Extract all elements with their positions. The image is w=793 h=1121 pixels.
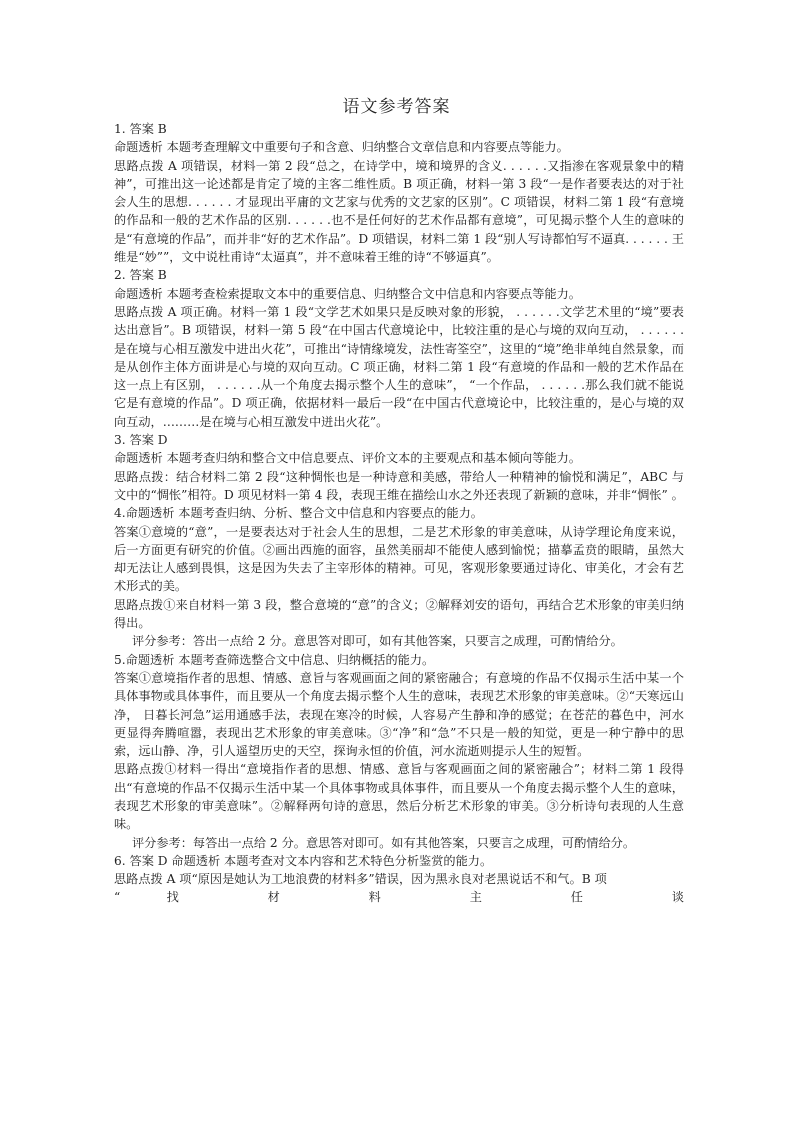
q1-analysis: 命题透析 本题考查理解文中重要句子和含意、归纳整合文章信息和内容要点等能力。 [114, 140, 569, 155]
q4-analysis: 4.命题透析 本题考查归纳、分析、整合文中信息和内容要点的能力。 [114, 506, 483, 521]
q5-analysis: 5.命题透析 本题考查筛选整合文中信息、归纳概括的能力。 [114, 652, 435, 667]
q3-heading: 3. 答案 D [114, 433, 168, 448]
q3-hint: 思路点拨：结合材料二第 2 段“这种惆怅也是一种诗意和美感，带给人一种精神的愉悦和满足”，ABC 与文中的“惆怅”相符。D 项见材料一第 4 段，表现王维在描绘山水之外还表现了新颖的意味，并非“惆怅” 。 [114, 469, 684, 502]
q6-heading: 6. 答案 D 命题透析 本题考查对文本内容和艺术特色分析鉴赏的能力。 [114, 853, 493, 868]
q6-hint: 思路点拨 A 项“原因是她认为工地浪费的材料多”错误，因为黑永良对老黑说话不和气。B 项 [114, 872, 607, 887]
q5-scoring: 评分参考：每答出一点给 2 分。意思答对即可。如有其他答案，只要言之成理，可酌情给分。 [132, 835, 636, 850]
q4-answer: 答案①意境的“意”，一是要表达对于社会人生的思想，二是艺术形象的审美意味，从诗学理论角度来说，后一方面更有研究的价值。②画出西施的面容，虽然美丽却不能使人感到愉悦；描摹孟贲的眼睛，虽然大却无法让人感到畏惧，这是因为失去了主宰形体的精神。可见，客观形象要通过诗化、审美化，才会有艺术形式的美。 [114, 524, 684, 594]
q1-hint: 思路点拨 A 项错误，材料一第 2 段“总之，在诗学中，境和境界的含义. . . . . .又指渗在客观景象中的精神”，可推出这一论述都是肯定了境的主客二维性质。B 项正确，材料一第 3 段“一是作者要表达的对于社会人生的思想. . . . . . 才显现出平庸的文艺家与优秀的文艺家的区别”。C 项错误，材料二第 1 段“有意境的作品和一般的艺术作品的区别. . . . . .也不是任何好的艺术作品都有意境”，可见揭示整个人生的意味的是“有意境的作品”，而并非“好的艺术作品”。D 项错误，材料二第 1 段“别人写诗都怕写不逼真. . . . . . 王维是“妙””，文中说杜甫诗“太逼真”，并不意味着王维的诗“不够逼真”。 [114, 158, 684, 265]
q5-answer: 答案①意境指作者的思想、情感、意旨与客观画面之间的紧密融合；有意境的作品不仅揭示生活中某一个具体事物或具体事件，而且要从一个角度去揭示整个人生的意味，表现艺术形象的审美意味。②“天寒远山净， 日暮长河急”运用通感手法，表现在寒冷的时候，人容易产生静和净的感觉；在苍茫的暮色中，河水更显得奔腾喧嚣，表现出艺术形象的审美意味。③“净”和“急”不只是一般的知觉，更是一种宁静中的思索，远山静、净，引人遥望历史的天空，探询永恒的价值，河水流逝则提示人生的短暂。 [114, 670, 684, 759]
q2-hint: 思路点拨 A 项正确。材料一第 1 段“文学艺术如果只是反映对象的形貌， . . . . . .文学艺术里的“境”要表达出意旨”。B 项错误，材料一第 5 段“在中国古代意境论中，比较注重的是心与境的双向互动， . . . . . . 是在境与心相互激发中进出火花”，可推出“诗情缘境发，法性寄筌空”，这里的“境”绝非单纯自然景象，而是从创作主体方面讲是心与境的双向互动。C 项正确，材料二第 1 段“有意境的作品和一般的艺术作品在这一点上有区别， . . . . . .从一个角度去揭示整个人生的意味”， “一个作品， . . . . . .那么我们就不能说它是有意境的作品”。D 项正确，依据材料一最后一段“在中国古代意境论中，比较注重的，是心与境的双向互动，………是在境与心相互激发中迸出火花”。 [114, 304, 684, 429]
page-title: 语文参考答案 [342, 97, 451, 117]
answer-content [114, 120, 684, 907]
q2-heading: 2. 答案 B [114, 268, 167, 283]
q5-hint: 思路点拨①材料一得出“意境指作者的思想、情感、意旨与客观画面之间的紧密融合”；材料二第 1 段得出“有意境的作品不仅揭示生活中某一个具体事物或具体事件，而且要从一个角度去揭示整个人生的意味，表现艺术形象的审美意味”。②解释两句诗的意思，然后分析艺术形象的审美。③分析诗句表现的人生意味。 [114, 762, 684, 832]
q2-analysis: 命题透析 本题考查检索提取文本中的重要信息、归纳整合文中信息和内容要点等能力。 [114, 286, 581, 301]
q4-scoring: 评分参考：答出一点给 2 分。意思答对即可，如有其他答案，只要言之成理，可酌情给分。 [132, 634, 623, 649]
q3-analysis: 命题透析 本题考查归纳和整合文中信息要点、评价文本的主要观点和基本倾向等能力。 [114, 451, 581, 466]
q4-hint: 思路点拨①来自材料一第 3 段，整合意境的“意”的含义；②解释刘安的语句，再结合艺术形象的审美归纳得出。 [114, 597, 684, 631]
q1-heading: 1. 答案 B [114, 122, 167, 136]
q6-hint-continued: “ 找 材 料 主 任 谈 [114, 890, 684, 905]
